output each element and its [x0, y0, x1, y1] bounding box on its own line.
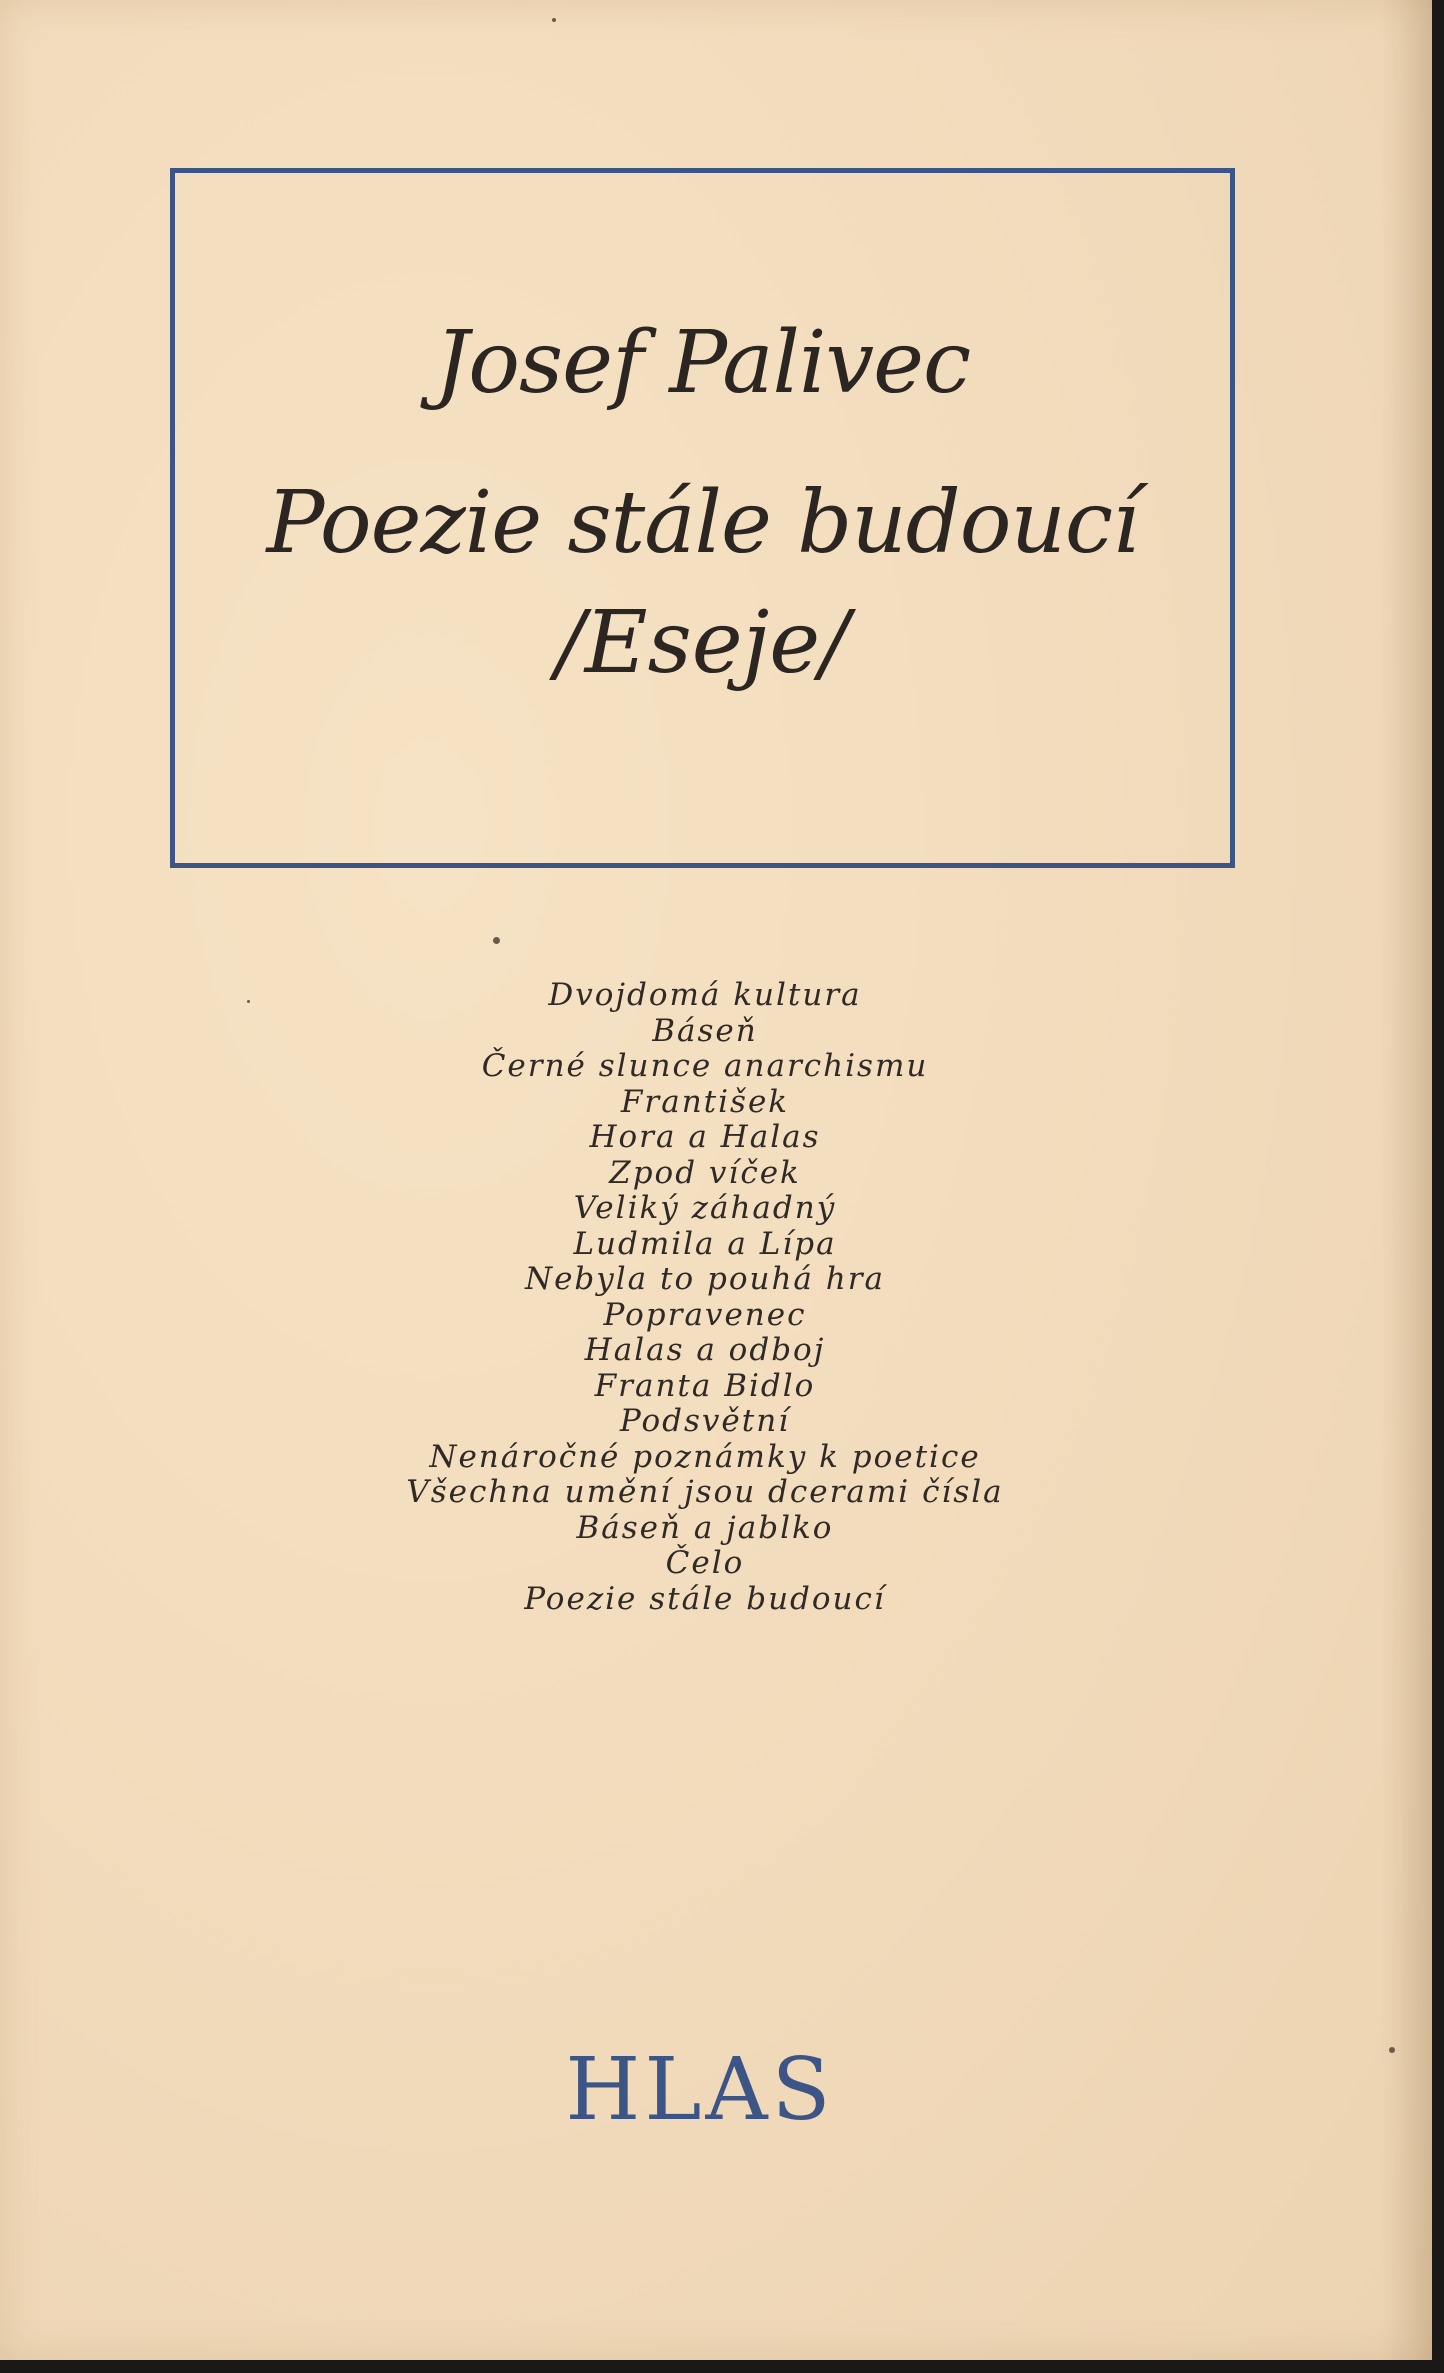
- publisher-logo: HLAS: [565, 2040, 835, 2140]
- paper-speck: [247, 1000, 250, 1003]
- contents-item: Báseň a jablko: [576, 1509, 834, 1546]
- contents-item: Ludmila a Lípa: [573, 1225, 837, 1262]
- contents-item: Veliký záhadný: [573, 1190, 837, 1226]
- title-frame: [170, 168, 1235, 868]
- contents-item: Všechna umění jsou dcerami čísla: [406, 1474, 1004, 1510]
- contents-item: Čelo: [665, 1545, 745, 1581]
- contents-item: Černé slunce anarchismu: [481, 1048, 929, 1084]
- contents-item: František: [620, 1083, 790, 1120]
- contents-item: Nebyla to pouhá hra: [524, 1261, 886, 1297]
- contents-item: Báseň: [652, 1012, 758, 1049]
- book-subtitle: /Eseje/: [555, 593, 850, 693]
- contents-item: Podsvětní: [619, 1403, 791, 1439]
- contents-item: Zpod víček: [609, 1154, 801, 1191]
- contents-item: Franta Bidlo: [594, 1367, 816, 1404]
- paper-speck: [1389, 2047, 1395, 2053]
- author-name: Josef Palivec: [434, 313, 971, 413]
- paper-speck: [552, 18, 556, 22]
- contents-item: Halas a odboj: [584, 1332, 826, 1368]
- contents-list: [0, 978, 1410, 1617]
- contents-item: Nenáročné poznámky k poetice: [429, 1438, 981, 1475]
- contents-item: Dvojdomá kultura: [548, 977, 862, 1013]
- contents-item: Hora a Halas: [589, 1119, 821, 1155]
- contents-item: Poezie stále budoucí: [524, 1580, 886, 1617]
- paper-speck: [493, 937, 500, 944]
- contents-item: Popravenec: [603, 1296, 807, 1333]
- book-title: Poezie stále budoucí: [266, 473, 1139, 573]
